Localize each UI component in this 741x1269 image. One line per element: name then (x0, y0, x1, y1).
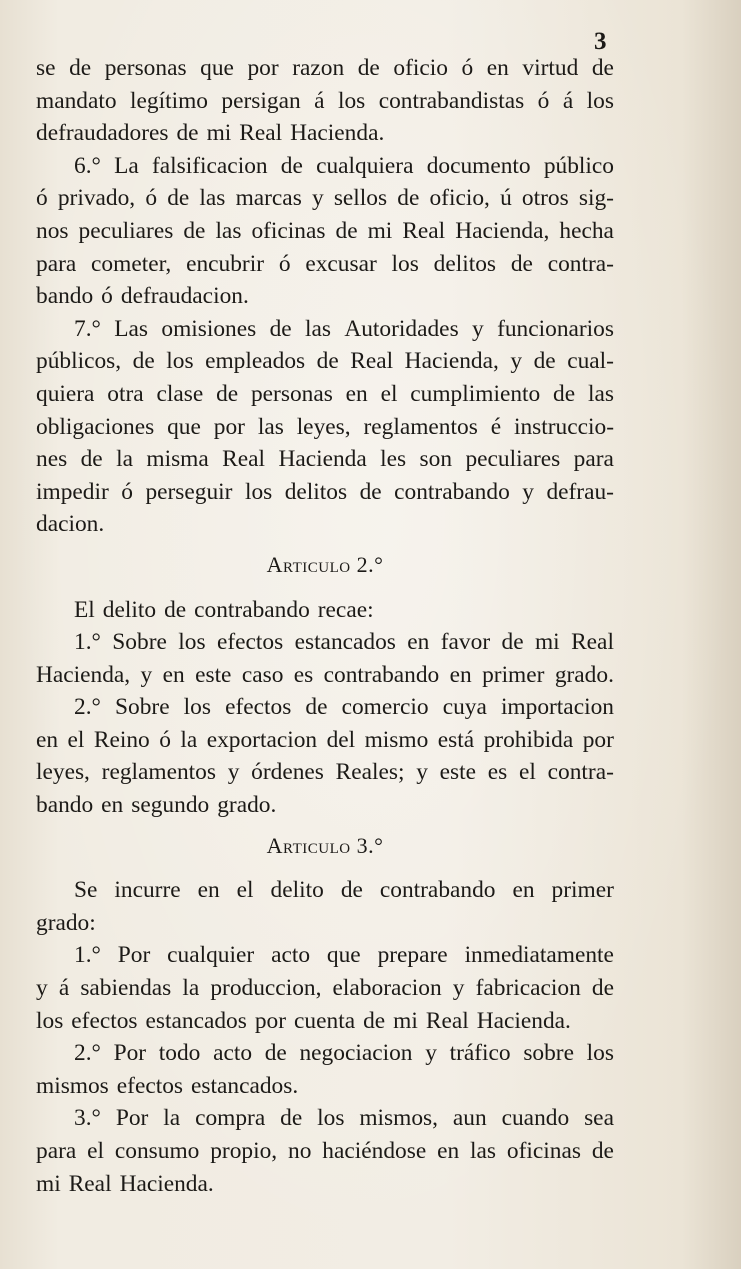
text-line: se de personas que por razon de oficio ó en virtud de (36, 55, 614, 81)
text-line: Se incurre en el delito de contrabando en primer (74, 877, 614, 904)
article-heading: Articulo 2.° (266, 551, 384, 577)
text-line: 2.° Sobre los efectos de comercio cuya importacion (74, 694, 614, 721)
text-line: leyes, reglamentos y órdenes Reales; y este es el contra- (36, 759, 614, 786)
text-line: dacion. (36, 511, 105, 538)
text-line: impedir ó perseguir los delitos de contrabando y defrau- (36, 478, 614, 505)
text-line: 2.° Por todo acto de negociacion y tráfico sobre los (74, 1040, 614, 1067)
text-line: quiera otra clase de personas en el cumplimiento de las (36, 380, 614, 407)
text-line: mandato legítimo persigan á los contrabandistas ó á los (36, 87, 614, 114)
text-line: mi Real Hacienda. (36, 1170, 214, 1197)
text-line: bando en segundo grado. (36, 792, 277, 819)
text-line: Hacienda, y en este caso es contrabando en primer grado. (36, 661, 614, 688)
text-line: 6.° La falsificacion de cualquiera documento público (74, 152, 614, 179)
page-number: 3 (594, 28, 607, 55)
text-line: grado: (36, 909, 96, 936)
text-line: mismos efectos estancados. (36, 1072, 299, 1099)
text-line: ó privado, ó de las marcas y sellos de oficio, ú otros sig- (36, 185, 614, 212)
text-line: bando ó defraudacion. (36, 283, 249, 310)
text-line: obligaciones que por las leyes, reglamentos é instruccio- (36, 413, 614, 440)
body-text (36, 52, 614, 1200)
text-line: El delito de contrabando recae: (74, 596, 374, 623)
text-line: 1.° Sobre los efectos estancados en favor de mi Real (74, 629, 614, 656)
text-line: defraudadores de mi Real Hacienda. (36, 120, 385, 147)
text-line: los efectos estancados por cuenta de mi Real Hacienda. (36, 1007, 571, 1034)
text-line: en el Reino ó la exportacion del mismo está prohibida por (36, 726, 614, 753)
text-line: 1.° Por cualquier acto que prepare inmediatamente (74, 942, 614, 969)
text-line: para el consumo propio, no haciéndose en las oficinas de (36, 1138, 614, 1164)
text-line: y á sabiendas la produccion, elaboracion y fabricacion de (36, 975, 614, 1002)
text-line: para cometer, encubrir ó excusar los delitos de contra- (36, 250, 614, 277)
text-line: públicos, de los empleados de Real Hacienda, y de cual- (36, 348, 614, 375)
article-heading: Articulo 3.° (266, 832, 384, 858)
text-line: 3.° Por la compra de los mismos, aun cuando sea (74, 1105, 614, 1132)
text-line: 7.° Las omisiones de las Autoridades y funcionarios (74, 315, 614, 342)
text-line: nos peculiares de las oficinas de mi Real Hacienda, hecha (36, 217, 614, 244)
text-line: nes de la misma Real Hacienda les son peculiares para (36, 446, 614, 473)
